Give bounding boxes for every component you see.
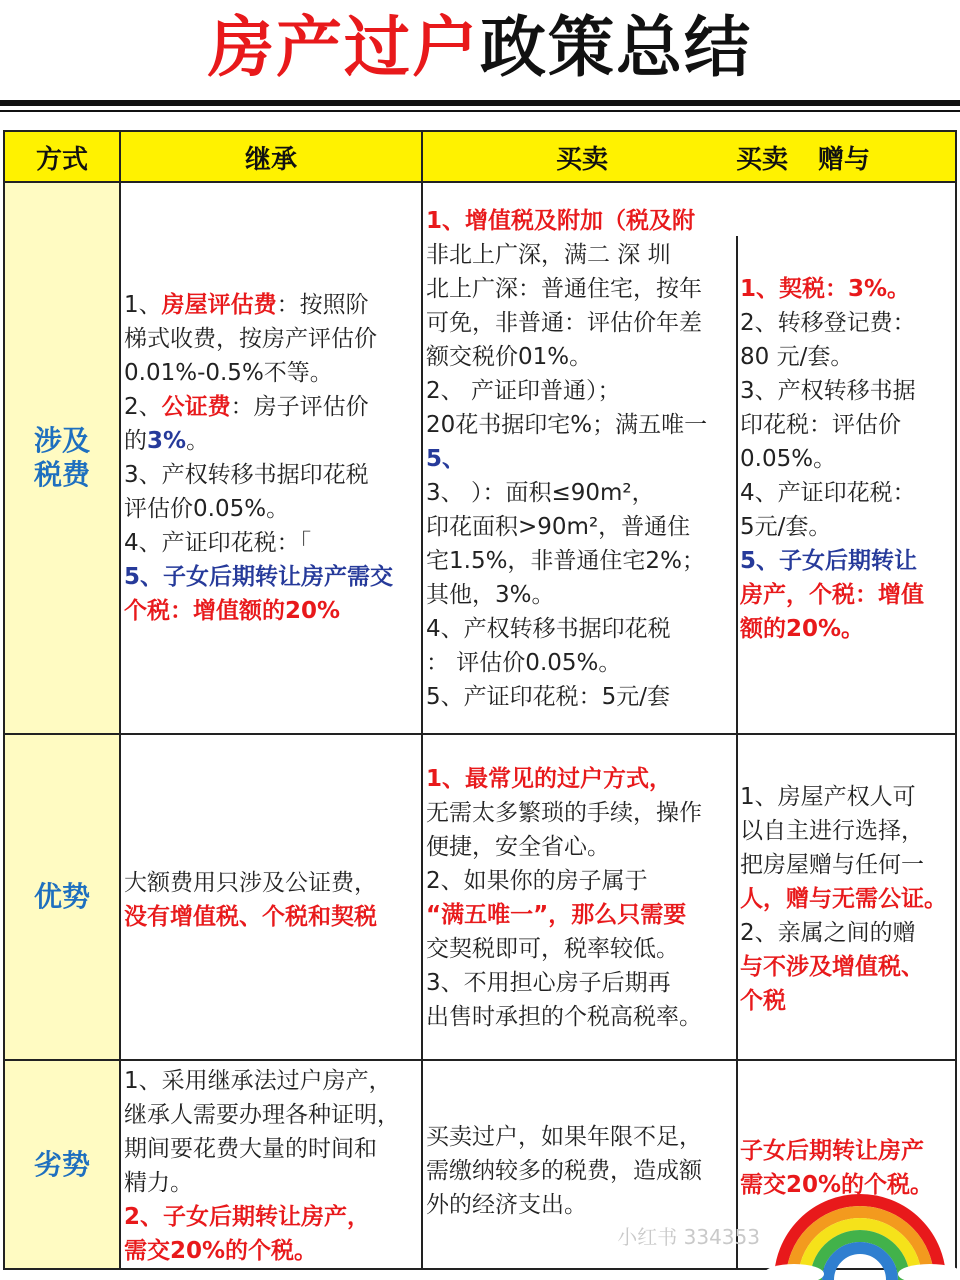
inherit-tax-text: 1、房屋评估费：按照阶 梯式收费，按房产评估价 0.01%-0.5%不等。 2、公证费：房子评估价 的3%。 3、产权转移书据印花税 评估价0.05%。 4、产证印花税：「 5、子女后期转让房产需交 个税：增值额的20%	[124, 292, 394, 624]
inherit-disadvantage-text: 1、采用继承法过户房产， 继承人需要办理各种证明， 期间要花费大量的时间和 精力。 2、子女后期转让房产， 需交20%的个税。	[124, 1068, 400, 1264]
grid-line	[736, 236, 738, 1270]
header-sale: 买卖	[556, 144, 609, 175]
grid-line	[421, 130, 423, 1270]
grid-line	[3, 130, 5, 1270]
header-sale-gift	[422, 132, 956, 182]
sale-disadvantage-text: 买卖过户，如果年限不足， 需缴纳较多的税费，造成额 外的经济支出。	[426, 1124, 702, 1218]
grid-line	[955, 130, 957, 1270]
grid-line	[4, 733, 956, 735]
grid-line	[4, 181, 956, 183]
row-label-disadvantage: 劣势	[4, 1060, 120, 1270]
title-red: 房产过户	[208, 9, 480, 86]
inherit-advantage-text: 大额费用只涉及公证费， 没有增值税、个税和契税	[124, 870, 377, 930]
sale-tax-text: 1、增值税及附加（税及附 非北上广深，满二 深 圳 北上广深：普通住宅，按年 可免，非普通：评估价年差 额交税价01%。 2、 产证印普通）； 20花书据印宅%；满五唯一 5、 3、 ）：面积≤90m²， 印花面积>90m²，普通住 宅1.5%，非普通住宅2%； 其他，3%。 4、产权转移书据印花税 ： 评估价0.05%。 5、产证印花税：5元/套	[426, 208, 708, 710]
rainbow-icon	[760, 1170, 960, 1280]
sale-advantage-text: 1、最常见的过户方式， 无需太多繁琐的手续，操作 便捷，安全省心。 2、如果你的房子属于 “满五唯一”，那么只需要 交契税即可，税率较低。 3、不用担心房子后期再 出售时承担的个税高税率。	[426, 766, 702, 1030]
row-label-advantage: 优势	[4, 734, 120, 1060]
gift-tax-text: 1、契税：3%。 2、转移登记费： 80 元/套。 3、产权转移书据 印花税：评估价 0.05%。 4、产证印花税： 5元/套。 5、子女后期转让 房产，个税：增值 额的20%。	[740, 276, 924, 642]
gift-advantage-text: 1、房屋产权人可 以自主进行选择， 把房屋赠与任何一 人，赠与无需公证。 2、亲属之间的赠 与不涉及增值税、 个税	[740, 784, 947, 1014]
title-black: 政策总结	[480, 9, 752, 86]
watermark: 小红书 334353	[617, 1225, 760, 1249]
header-inherit: 继承	[120, 132, 422, 182]
gift-disadvantage-text: 子女后期转让房产 需交20%的个税。	[740, 1138, 934, 1198]
grid-line	[119, 130, 121, 1270]
header-sale-2: 买卖	[736, 144, 789, 175]
header-method: 方式	[4, 132, 120, 182]
row-label-tax: 涉及 税费	[4, 182, 120, 734]
grid-line	[4, 1059, 956, 1061]
header-gift: 赠与	[818, 144, 871, 175]
grid-line	[4, 130, 956, 132]
